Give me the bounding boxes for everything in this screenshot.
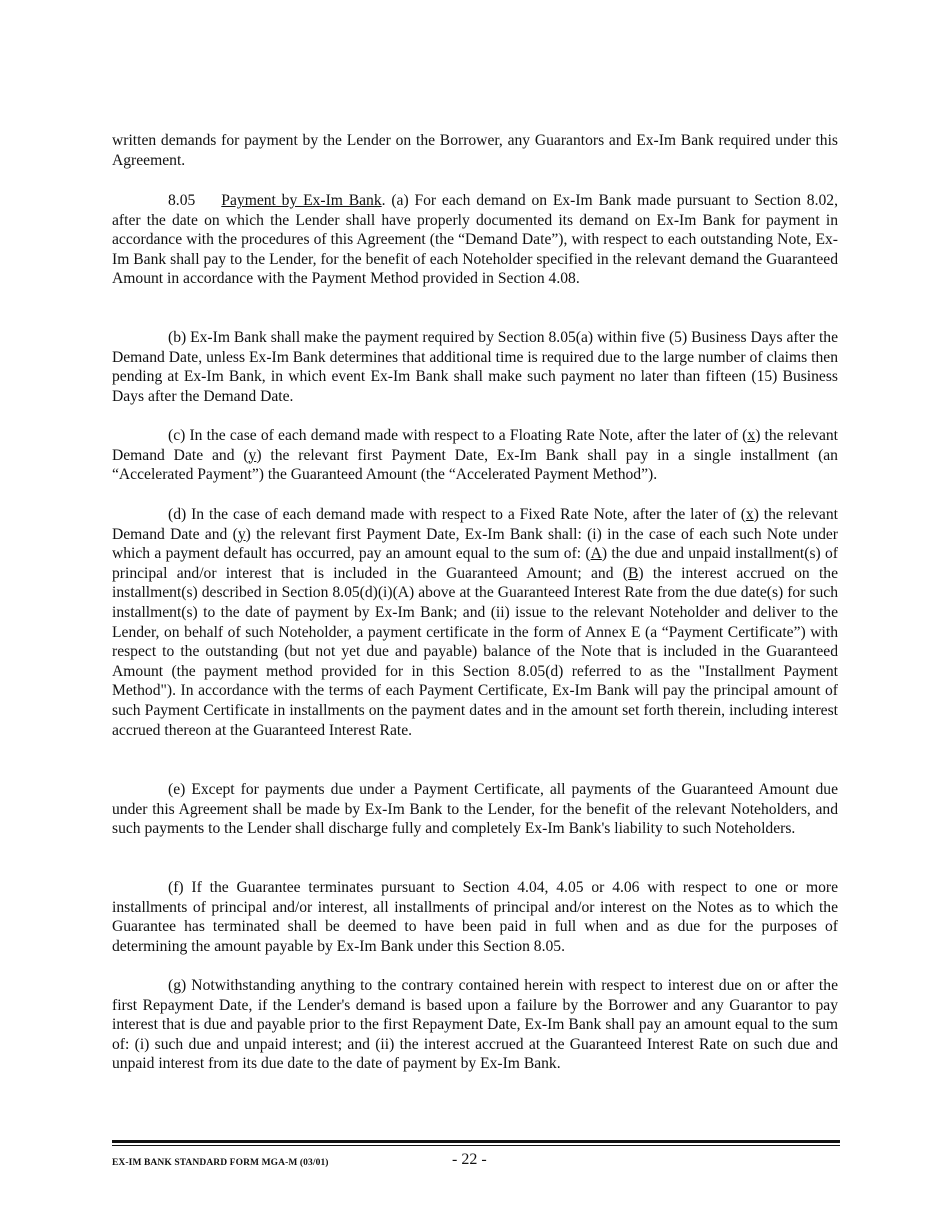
paragraph-d-x: x <box>745 506 754 523</box>
paragraph-a-text: . (a) For each demand on Ex-Im Bank made pursuant to Section 8.02, after the date on which the Lender shall have properly documented its demand on Ex-Im Bank for payment in accordance with the procedures of this Agreement (the “Demand Date”), with respect to each outstanding Note, Ex-Im Bank shall pay to the Lender, for the benefit of each Noteholder specified in the relevant demand the Guaranteed Amount in accordance with the Payment Method provided in Section 4.08. <box>112 192 838 288</box>
paragraph-d-y: y <box>237 525 246 543</box>
paragraph-c-x: x <box>747 427 756 444</box>
paragraph-d-part-3: ) the relevant first Payment Date, Ex-Im Bank shall: (i) in the case of each such Note under which a payment default has occurred, pay an amount equal to the sum of: ( <box>112 525 838 563</box>
section-title: Payment by Ex-Im Bank <box>221 192 382 209</box>
paragraph-b: (b) Ex-Im Bank shall make the payment required by Section 8.05(a) within five (5) Business Days after the Demand Date, unless Ex-Im Bank determines that additional time is required due to the large number of claims then pending at Ex-Im Bank, in which event Ex-Im Bank shall make such payment no later than fifteen (15) Business Days after the Demand Date. <box>112 329 838 405</box>
section-8-05-paragraph-a <box>112 191 838 289</box>
page-number: - 22 - <box>452 1151 487 1168</box>
paragraph-f: (f) If the Guarantee terminates pursuant to Section 4.04, 4.05 or 4.06 with respect to one or more installments of principal and/or interest, all installments of principal and/or interest on the Notes as to which the Guarantee has terminated shall be deemed to have been paid in full when and as due for the purposes of determining the amount payable by Ex-Im Bank under this Section 8.05. <box>112 879 838 955</box>
footer-rule <box>112 1140 840 1146</box>
paragraph-c-y: y <box>248 446 257 464</box>
paragraph-c-part-1: (c) In the case of each demand made with respect to a Floating Rate Note, after the later of ( <box>168 427 748 444</box>
paragraph-d-part-1: (d) In the case of each demand made with respect to a Fixed Rate Note, after the later of ( <box>168 506 746 523</box>
paragraph-d <box>112 505 838 740</box>
paragraph-c-part-3: ) the relevant first Payment Date, Ex-Im Bank shall pay in a single installment (an “Accelerated Payment”) the Guaranteed Amount (the “Accelerated Payment Method”). <box>112 446 838 484</box>
paragraph-c <box>112 426 838 485</box>
footer-form-label: EX-IM BANK STANDARD FORM MGA-M (03/01) <box>112 1158 329 1168</box>
paragraph-d-part-4: ) the due and unpaid installment(s) of principal and/or interest that is included in the Guaranteed Amount; and ( <box>112 545 838 582</box>
section-number: 8.05 <box>168 192 196 209</box>
paragraph-d-B: B <box>627 564 639 582</box>
paragraph-d-part-2: ) the relevant Demand Date and ( <box>112 506 838 543</box>
paragraph-d-A: A <box>590 545 602 563</box>
paragraph-g: (g) Notwithstanding anything to the contrary contained herein with respect to interest due on or after the first Repayment Date, if the Lender's demand is based upon a failure by the Borrower and any Guarantor to pay interest that is due and payable prior to the first Repayment Date, Ex-Im Bank shall pay an amount equal to the sum of: (i) such due and unpaid interest; and (ii) the interest accrued at the Guaranteed Interest Rate on such due and unpaid interest from its due date to the date of payment by Ex-Im Bank. <box>112 977 838 1073</box>
continuation-paragraph: written demands for payment by the Lender on the Borrower, any Guarantors and Ex-Im Bank required under this Agreement. <box>112 132 838 169</box>
paragraph-c-part-2: ) the relevant Demand Date and ( <box>112 427 838 464</box>
paragraph-e: (e) Except for payments due under a Payment Certificate, all payments of the Guaranteed Amount due under this Agreement shall be made by Ex-Im Bank to the Lender, for the benefit of the relevant Noteholders, and such payments to the Lender shall discharge fully and completely Ex-Im Bank's liability to such Noteholders. <box>112 781 838 838</box>
paragraph-d-part-5: ) the interest accrued on the installment(s) described in Section 8.05(d)(i)(A) above at the Guaranteed Interest Rate from the due date(s) for such installment(s) to the date of payment by Ex-Im Bank; and (ii) issue to the relevant Noteholder and deliver to the Lender, on behalf of such Noteholder, a payment certificate in the form of Annex E (a “Payment Certificate”) with respect to the outstanding (but not yet due and payable) balance of the Note that is included in the Guaranteed Amount (the payment method provided for in this Section 8.05(d) referred to as the "Installment Payment Method"). In accordance with the terms of each Payment Certificate, Ex-Im Bank will pay the principal amount of such Payment Certificate in installments on the payment dates and in the amount set forth therein, including interest accrued thereon at the Guaranteed Interest Rate. <box>112 564 839 739</box>
